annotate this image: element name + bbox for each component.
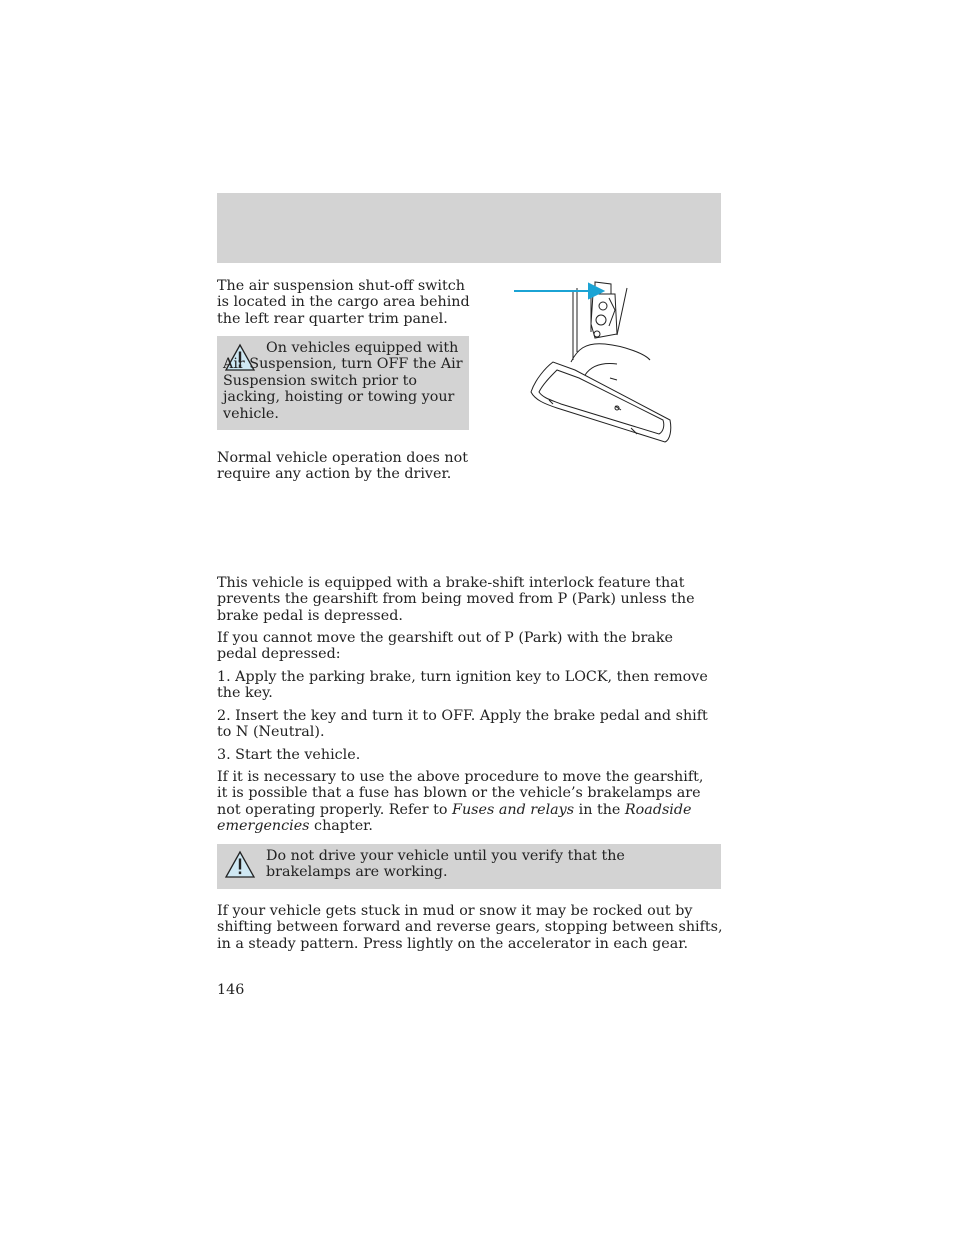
brakelamp-warning-text: Do not drive your vehicle until you verify that the brakelamps are working. <box>266 848 625 881</box>
fuse-note-part1: If it is necessary to use the above procedure to move the gearshift, it is possible that a fuse has blown or the vehicle’s brakelamps are not operating properly. Refer to <box>217 769 704 818</box>
air-suspension-switch-illustration <box>505 280 680 450</box>
stuck-vehicle-text: If your vehicle gets stuck in mud or snow it may be rocked out by shifting between forward and reverse gears, stopping between shifts, in a steady pattern. Press lightly on the accelerator in each gear. <box>217 903 723 952</box>
air-suspension-location-text: The air suspension shut-off switch is located in the cargo area behind the left rear quarter trim panel. <box>217 278 470 327</box>
page-number: 146 <box>217 982 245 998</box>
brakelamp-warning-box <box>217 844 721 889</box>
fuse-note-text <box>217 769 717 835</box>
interlock-step-1: 1. Apply the parking brake, turn ignition key to LOCK, then remove the key. <box>217 669 708 702</box>
normal-operation-text: Normal vehicle operation does not require any action by the driver. <box>217 450 468 483</box>
fuse-note-part2: in the <box>574 801 625 818</box>
fuse-note-part3: chapter. <box>309 818 373 835</box>
roadside-emergencies-reference: Roadside emergencies <box>217 801 692 835</box>
interlock-if-cannot-text: If you cannot move the gearshift out of P (Park) with the brake pedal depressed: <box>217 630 673 663</box>
section-header-band <box>217 193 721 263</box>
fuses-relays-reference: Fuses and relays <box>452 801 575 818</box>
interlock-step-2: 2. Insert the key and turn it to OFF. Apply the brake pedal and shift to N (Neutral). <box>217 708 708 741</box>
air-suspension-warning-text: On vehicles equipped with Air Suspension, turn OFF the Air Suspension switch prior to jacking, hoisting or towing your vehicle. <box>223 340 463 422</box>
warning-triangle-icon <box>224 850 256 879</box>
interlock-step-3: 3. Start the vehicle. <box>217 747 361 763</box>
interlock-intro-text: This vehicle is equipped with a brake-shift interlock feature that prevents the gearshift from being moved from P (Park) unless the brake pedal is depressed. <box>217 575 695 624</box>
air-suspension-warning-box <box>217 336 469 430</box>
